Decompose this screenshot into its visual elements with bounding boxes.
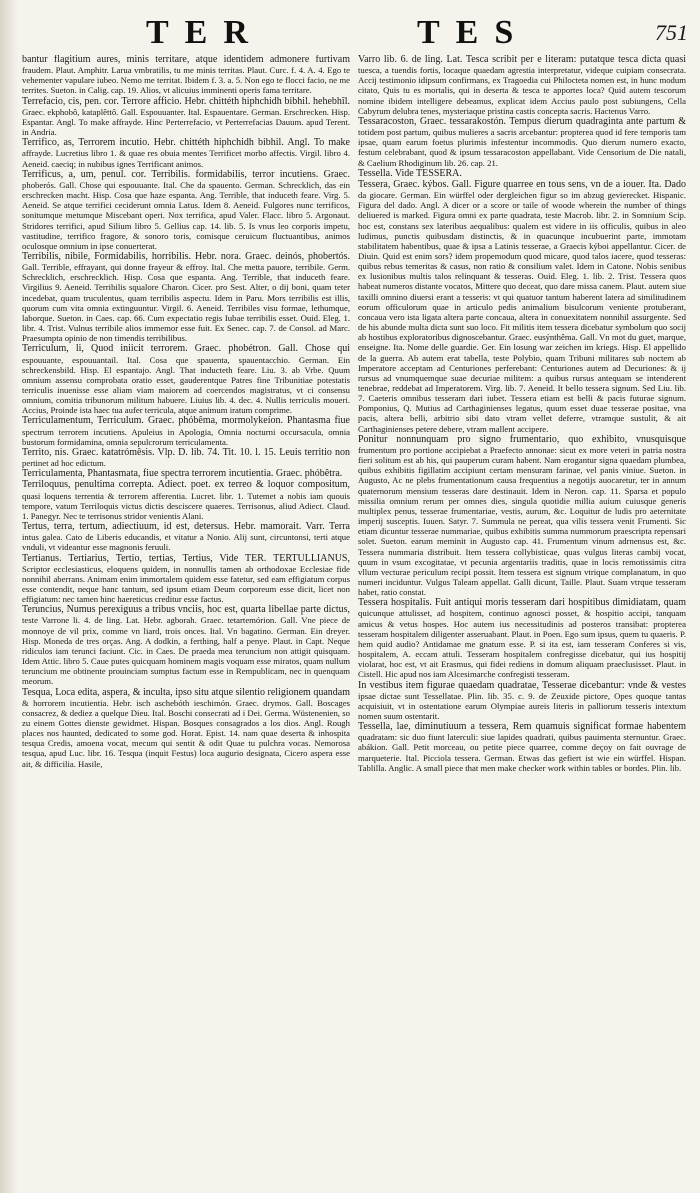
dictionary-entry: Tertus, terra, tertum, adiectiuum, id est, detersus. Hebr. mamorait. Varr. Terra intus galea. Cato de Liberis educandis, et vitatur a Nonio. Alij sunt, circuntonsi, terti atque vnduli, vt videantur esse magnonis feruuli. [22, 521, 350, 553]
dictionary-entry: Tesqua, Loca edita, aspera, & inculta, ipso situ atque silentio religionem quandam & horrorem incutientia. Hebr. isch aschebóth ieschimón. Graec. drymos. Gall. Boscages consacrez, & dediez a quelque Dieu. Ital. Boschi consecrati ad i Dei. Germa. Wüstenenien, so zu einem Gottes dienste gewidmet. Hispan. Bosques consagrados a los dios. Angl. Rough places nos haunted, dedicated to some god. Horat. Epist. 14. nam quae deserta & inhospita tesqua Credis, amoena vocat, mecum qui sentit & odit Quae tu pulchra vocas. Nemorosa tesqua, apud Luc. libr. 16. Tesqua (inquit Festus) loca augurio designata, Cicero aspera esse ait, & difficilia. Hasile, [22, 686, 350, 769]
dictionary-entry: Ponitur nonnunquam pro signo frumentario, quo exhibito, vnusquisque frumentum pro portione accipiebat a Praefecto annonae: sicut ex more veteri in patria nostra fieri solitum est ab his, qui pauperum curam habent. Nam erogantur signa quaedam plumbea, quibus exhibitis figillatim accipiunt certam mensuram farinae, vel panis viniue. Sueton. in Augusto, Ac ne plebs frumentationum causa frequentius a negotijs auocaretur, ter in annum quaternorum mensium tesseras dare destinauit. Idem in Neron. cap. 11. Sparsa et populo missilia omnium rerum per omnes dies, singula quotidie millia auium cuiusque generis multiplex penus, tesserae frumentariae, vestis, aurum, &c. Loquitur de ludis pro aeternitate imperij susceptis. Iuuen. Satyr. 7. Summula ne pereat, qua vilis tessera venit Frumenti. Sic etiam dicuntur tesserae nummariae, quibus exhibitis summa nummorum praescripta repensari solet. Sueton. earum meminit in Augusto cap. 41. Frumentum vinum adrnensus est, &c. Tessera nummaria distribuit. Item tessera collybisticae, quas vulgus literas cambij vocat, quum in vsum excogitatae, vt pecunia argentariis traditis, quae in locis remotissimis citra vllum vecturae periculum recipi possit. Item tessera est signum vtrique complanatum, in quo numeri inciduntur. Vulgus Taleam appellat. Galli dicunt, Taille. Plaut. Suam vtrque tesseram habet, ratio constat. [358, 433, 686, 598]
dictionary-entry: In vestibus item figurae quaedam quadratae, Tesserae dicebantur: vnde & vestes ipsae dictae sunt Tessellatae. Plin. lib. 35. c. 9. de Zeuxide pictore, Opes quoque tantas acquisiuit, vt in ostentatione earum Olympiae aureis literis in palliorum tesseris intextum nomen suum ostentarit. [358, 679, 686, 721]
dictionary-entry: Varro lib. 6. de ling. Lat. Tesca scribit per e literam: putatque tesca dicta quasi tuesca, a tuendis fortis, locaque quaedam agrestia interpretatur, videque cuipiam consecrata. Accij testimonio idipsum confirmans, ex Tragoedia cui Philocteta nomen est, in hunc modum citato, Quis tu es mortalis, qui in deserta & tesca te apportes loca? Quid autem tescorum nomine ibidem intelligere debeamus, explicat idem Accius paulo post subiungens, Cella Cabyrum delubra tenes, mysteriaque pristina castis concepta sacris. Hactenus Varro. [358, 55, 686, 116]
dictionary-entry: Tessella. Vide TESSERA. [358, 167, 462, 179]
dictionary-entry: Terriculamenta, Phantasmata, fiue spectra terrorem incutientia. Graec. phóbêtra. [22, 468, 343, 480]
dictionary-entry: Terrificus, a, um, penul. cor. Terribilis. formidabilis, terror incutiens. Graec. phoberós. Gall. Chose qui espouuante. Ital. Che da spauento. German. Schrecklich, das ein erschrecken macht. Hisp. Cosa que haze espanta. Ang. Terrible, that induceth feare. Virg. 5. Aeneid. Se atque terrifici ceciderunt omnia Latus. Idem 8. Aeneid. Fulgores nunc terrificos, sonitumque metumque Miscebant operi. Nox terrifica, apud Valer. Flacc. libro 5. Argonaut. Stridores terrifici, apud Silium libro 5. Gellius cap. 14. lib. 5. Is vnus leo corporis impetu, vastitudine, terrifico fragore, & sonoro toris, comisque ceruicum fluctuantibus, animos oculosque omnium in ipse conuerterat. [22, 168, 350, 251]
dictionary-entry: Tessera hospitalis. Fuit antiqui moris tesseram dari hospitibus dimidiatam, quam quicunque attulisset, ad hospitem, continuo agnosci posset, & hospitio accipi, tanquam amicus & vetus hospes. Hoc autem ius necessitudinis ad posteros transibat: propterea tesseram hospitalem diligenter asseruabant. Plaut. in Poen. Ego sum ipsus, quem tu quaeris. P. hem quid audio? Antidamae me gnatum esse. P. si ita est, iam tesseram Conferes si vis, hospitalem, A. eccam attuli. Tesseram hospitalem confregisse dicebatur, qui ius hospitij violarat, hoc est, vt ait Erasmus, qui fidei rediens in domum aliquam praeclusisset. Plaut. in Cistell. Hic apud nos iam Alcesimarche confregisti tesseram. [358, 597, 686, 680]
running-head-right: TES [417, 14, 530, 51]
binding-shadow [0, 0, 18, 1193]
dictionary-entry: Terriloquus, penultima correpta. Adiect. poet. ex terreo & loquor compositum, quasi loquens terrentia & terrorem afferentia. Lucret. libr. 1. Tutemet a nobis iam quouis tempore, vatum Terriloquis victus dictis desciscere quaeres. Terrisonus, aliud Adiect. Claud. 1. Panegyr. Nec te terrisonus stridor venientis Alani. [22, 479, 350, 521]
dictionary-entry: Teruncius, Numus perexiguus a tribus vnciis, hoc est, quarta libellae parte dictus, teste Varrone li. 4. de ling. Lat. Hebr. agborah. Graec. tetartemórion. Gall. Vne piece de monnoye de vil prix, comme vn liard, trois onces. Ital. Vn bagatino. German. Ein dreyer. Hisp. Moneda de tres orças. Ang. A dodkin, a ferthing, half a penye. Plaut. in Capt. Neque ridiculos iam terunci faciunt. Cic. in Caes. De praeda mea teruncium non attigit quisquam. Idem Attic. libro 5. Caue putes quicquam hominem magis voquam esse miratos, quam nullum teruncium me obtinente prouinciam sumptus factum esse in Rempublicam, nec in quenquam meorum. [22, 604, 350, 687]
running-head-left: TER [146, 14, 264, 51]
dictionary-entry: Terriculum, li, Quod iniicit terrorem. Graec. phobétron. Gall. Chose qui espouuante, espouuantail. Ital. Cosa que spauenta, spauentacchio. German. Ein schreckensbild. Hisp. El espantajo. Angl. That inducteth feare. Liu. 3. ab Vrbe. Quum omnium assensu comprobata oratio esset, gauderentque Patres fine Tribunitiae potestatis terriculis inuenisse esse aliam viam maiorem ad coercendos magistratus, vt ci consensu omnium, comitia tribunorum militum habuere. Liuius lib. 4. dec. 4. Nullis terriculis moueri. Accius, Proinde ista haec tua aufer terricula, atque animum iratum comprime. [22, 343, 350, 416]
dictionary-entry: Tessella, lae, diminutiuum a tessera, Rem quamuis significat formae habentem quadratam: sic duo fiunt laterculi: siue lapides quadrati, quibus pauimenta sternuntur. Graec. abákion. Gall. Petit morceau, ou petite piece quarree, comme deçoy on fait ouvrage de marqueterie. Ital. Picciola tessera. German. Etwas das gefiert ist wie ein würffel. Hispan. Tablilla. Anglic. A small piece that men make checker work within tables or bordes. Plin. lib. [358, 721, 686, 773]
right-column [358, 55, 686, 1183]
dictionary-entry: Terrefacio, cis, pen. cor. Terrore afficio. Hebr. chittéth hiphchidh bibhil. hehebhîl. Graec. ekphobô, kataplêttô. Gall. Espouuanter. Ital. Espauentare. German. Erschrecken. Hisp. Espantar. Angl. To make affrayde. Hinc Perterrefacio, vt Perterrefacias Dauum. apud Terent. in Andria. [22, 95, 350, 138]
left-column [22, 55, 350, 1183]
dictionary-entry: Tessera, Graec. kýbos. Gall. Figure quarree en tous sens, vn de a iouer. Ita. Dado da giocare. German. Ein würffel oder dergleichen figur so im abzug gevierecket. Hispanic. Figura del dado. Angl. A dicer or a score or taile of woode wherein the number of things deliuered is marked. Figura omni ex parte quadrata, teste Macrob. libr. 2. in Somnium Scip. hoc est, constans sex lateribus aequalibus: qualem est videre in iis officulis, quibus in aleo ludimus, punctis quibusdam distinctis, & in quacunque incubuerint parte, immotam stabilitatem habentibus, quae & ipsa a Latinis tesserae, a Graecis kýboi appellantur. Cicer. de Diuin. Quid est enim sors? idem propemodum quod micare, quod talos iacere, quod tesseras: quibus rebus temeritas & casus, non ratio & consilium valet. Idem in Catone. Nobis senibus ex lusionibus multis talos relinquant & tesseras. Ouid. Eleg. 1. lib. 2. Trist. Tessera quos habeat numeros distante vocatos, Mittere quo deceat, quo dare missa canem. Plaut. autem siue taxilli omnino diuersi erant a tesseris: vt qui quatuor tantum haberent latera ad similitudinem eorum officulorum quae in articulo pedis animalium bisulcorum veniente protuberant, concaua vero ista ligata altera parte concaua, altera in conuexitatem nonnihil assurgente. Sed de his abunde multa dicta sunt suo loco. Fit militis item tessera dicebatur symbolum quo socij ab hostibus exploratoribus dignoscebantur. Graec. eusýnthêma. Gall. Vn mot du guet, marque, enseigne. Ita. Nome delle guardie. Ger. Ein losung war zeichen im kriegs. Hisp. El appellido de la guerra. Ab autem erat tabella, teste Polybio, quam Tribuni militares sub noctem ab Imperatore acceptam ad Centuriones perferebant: Centuriones autem ad Decuriones: & ij rursus ad vnumquemque suae decuriae militem: a quibus rursus antequam se intenderent tenebrae, reddebat ad Imperatorem. Virg. lib. 7. Aeneid. It bello tessera signum. Sed Liu. lib. 7. Caeteris omnibus tesseram dari iubet. Tessera etiam est belli & pacis futurae signum. Pomponius, Q. Mutius ad Carthaginienses legatus, quum esset duae tesserae positae, vna pacis, altera belli, arbitrio sibi dato vtram vellet deferre, vtramque sustulit, & ait Carthaginienses petere debere, vtram mallent accipere. [358, 178, 686, 434]
page-number: 751 [655, 20, 688, 45]
dictionary-entry: Tertianus. Tertiarius, Tertio, tertias, Tertius, Vide TER. TERTULLIANUS, Scriptor ecclesiasticus, eloquens quidem, in nonnullis tamen ab orthodoxae Ecclesiae fide nonnihil aberrans. Animam enim immortalem quidem esse fatetur, sed eam effigiatum corpus esse contendit, neque hanc tantum, sed ipsum etiam Deum corporeum esse dicit, licet non effigiatum: nec tamen hinc haereticus creditur esse factus. [22, 552, 350, 605]
dictionary-entry: bantur flagitium aures, minis territare, atque identidem admonere furtivam fraudem. Plaut. Amphitr. Larua vmbratilis, tu me minis territas. Plaut. Curc. f. 4. A. 4. Ego te vehementer vapulare iubeo. Nemo me territat. Ibidem f. 3. a. 5. Non ego te flocci facio, ne me territes. Sueton. in Calig. cap. 19. Alios, vt alicuius imminenti operis fama territare. [22, 55, 350, 96]
dictionary-entry: Terribilis, nibile, Formidabilis, horribilis. Hebr. nora. Graec. deinós, phobertós. Gall. Terrible, effrayant, qui donne frayeur & effroy. Ital. Che metta pauore, terribile. Germ. Schrecklich, erschrecklich. Hisp. Cosa que espanta. Ang. Terrible, that induceth feare. Virgilius 9. Aeneid. Terribilis squalore Charon. Cicer. pro Sest. Alter, o dij boni, quam teter incedebat, quam truculentus, quam terribilis aspectu. Idem in Paru. Mors terribilis est illis, quorum cum vita omnia extinguuntur. Virgil. 6. Aeneid. Terribiles visu formae, lethumque, laborque. Sueton. in Caes. cap. 66. Cum expectatio regis Iubae terribilis esset. Ouid. Eleg. 1. libr. 4. Trist. Vulnus terribile alios immemor esse fuit. Ex Senec. cap. 7. de Consol. ad Marc. Praesumpta opinio de non timendis terribilibus. [22, 250, 350, 344]
dictionary-entry: Terriculamentum, Terriculum. Graec. phóbêma, mormolykeíon. Phantasma fiue spectrum terrorem incutiens. Apuleius in Apologia, Omnia nocturni occursacula, omnia bustorum formidamina, omnia sepulcrorum terriculamenta. [22, 415, 350, 447]
dictionary-entry: Tessaracoston, Graec. tessarakostón. Tempus dierum quadraginta ante partum & totidem post partum, quibus mulieres a sacris arcebantur: propterea quod id fere temporis tam ipsae, quam earum foetus plurimis infestentur incommodis. Quo dierum numero exacto, festum celebrabant, quod & ipsum tessaracoston appellabant. Vide Censorium de Die natali, & Caelium Rhodiginum lib. 26. cap. 21. [358, 115, 686, 168]
dictionary-entry: Terrifico, as, Terrorem incutio. Hebr. chittéth hiphchidh bibhil. Angl. To make affrayde. Lucretius libro 1. & quae res obuia mentes Terrificet morbo affectis. Virgil. libro 4. Aeneid. caeciq; in nubibus ignes Terrificant animos. [22, 137, 350, 169]
dictionary-entry: Territo, nis. Graec. katatrómêsis. Vlp. D. lib. 74. Tit. 10. l. 15. Leuis territio non pertinet ad hoc edictum. [22, 446, 350, 469]
